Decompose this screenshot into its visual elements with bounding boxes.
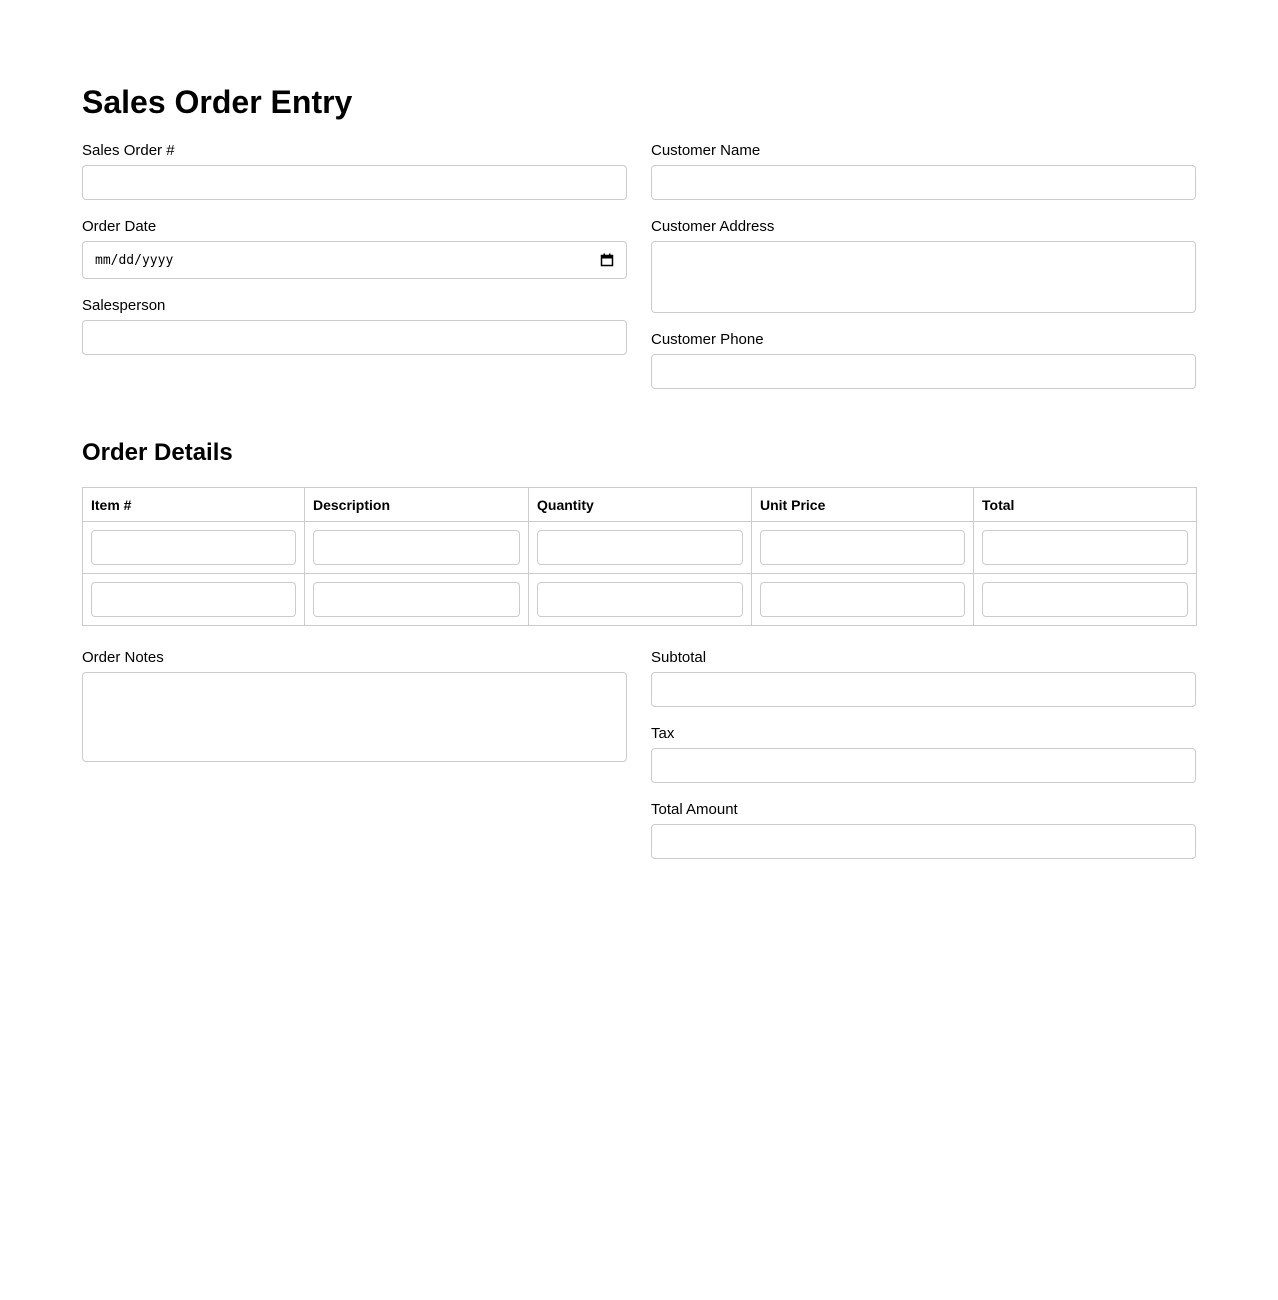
tax-label: Tax <box>651 725 675 742</box>
total-amount-label: Total Amount <box>651 801 738 818</box>
salesperson-label: Salesperson <box>82 297 166 314</box>
sales-order-number-label: Sales Order # <box>82 142 175 159</box>
order-notes-textarea[interactable] <box>82 672 627 762</box>
description-input[interactable] <box>313 582 520 617</box>
description-input[interactable] <box>313 530 520 565</box>
table-row <box>83 574 1197 626</box>
subtotal-label: Subtotal <box>651 649 707 666</box>
column-header-total: Total <box>974 488 1197 522</box>
column-header-quantity: Quantity <box>529 488 752 522</box>
order-date-input[interactable] <box>82 241 627 279</box>
tax-input[interactable] <box>651 748 1196 783</box>
table-cell <box>974 522 1197 574</box>
table-cell <box>752 522 974 574</box>
total-amount-input[interactable] <box>651 824 1196 859</box>
customer-phone-label: Customer Phone <box>651 331 764 348</box>
table-row <box>83 522 1197 574</box>
order-date-placeholder: mm/dd/yyyy <box>95 252 174 268</box>
table-header-row <box>83 488 1197 522</box>
table-cell <box>83 522 305 574</box>
quantity-input[interactable] <box>537 582 743 617</box>
order-notes-label: Order Notes <box>82 649 164 666</box>
line-total-input[interactable] <box>982 530 1188 565</box>
table-cell <box>974 574 1197 626</box>
unit-price-input[interactable] <box>760 530 965 565</box>
column-header-unit-price: Unit Price <box>752 488 974 522</box>
page-title: Sales Order Entry <box>82 84 353 120</box>
line-total-input[interactable] <box>982 582 1188 617</box>
table-cell <box>305 574 529 626</box>
order-details-title: Order Details <box>82 439 233 466</box>
salesperson-input[interactable] <box>82 320 627 355</box>
subtotal-input[interactable] <box>651 672 1196 707</box>
column-header-description: Description <box>305 488 529 522</box>
customer-phone-input[interactable] <box>651 354 1196 389</box>
order-date-label: Order Date <box>82 218 157 235</box>
sales-order-number-input[interactable] <box>82 165 627 200</box>
calendar-icon[interactable] <box>600 253 614 267</box>
customer-address-label: Customer Address <box>651 218 775 235</box>
table-cell <box>305 522 529 574</box>
order-details-table <box>82 487 1197 626</box>
table-cell <box>752 574 974 626</box>
table-cell <box>529 574 752 626</box>
table-cell <box>83 574 305 626</box>
quantity-input[interactable] <box>537 530 743 565</box>
item-number-input[interactable] <box>91 582 296 617</box>
column-header-item-number: Item # <box>83 488 305 522</box>
customer-name-label: Customer Name <box>651 142 761 159</box>
customer-address-textarea[interactable] <box>651 241 1196 313</box>
item-number-input[interactable] <box>91 530 296 565</box>
customer-name-input[interactable] <box>651 165 1196 200</box>
unit-price-input[interactable] <box>760 582 965 617</box>
table-cell <box>529 522 752 574</box>
